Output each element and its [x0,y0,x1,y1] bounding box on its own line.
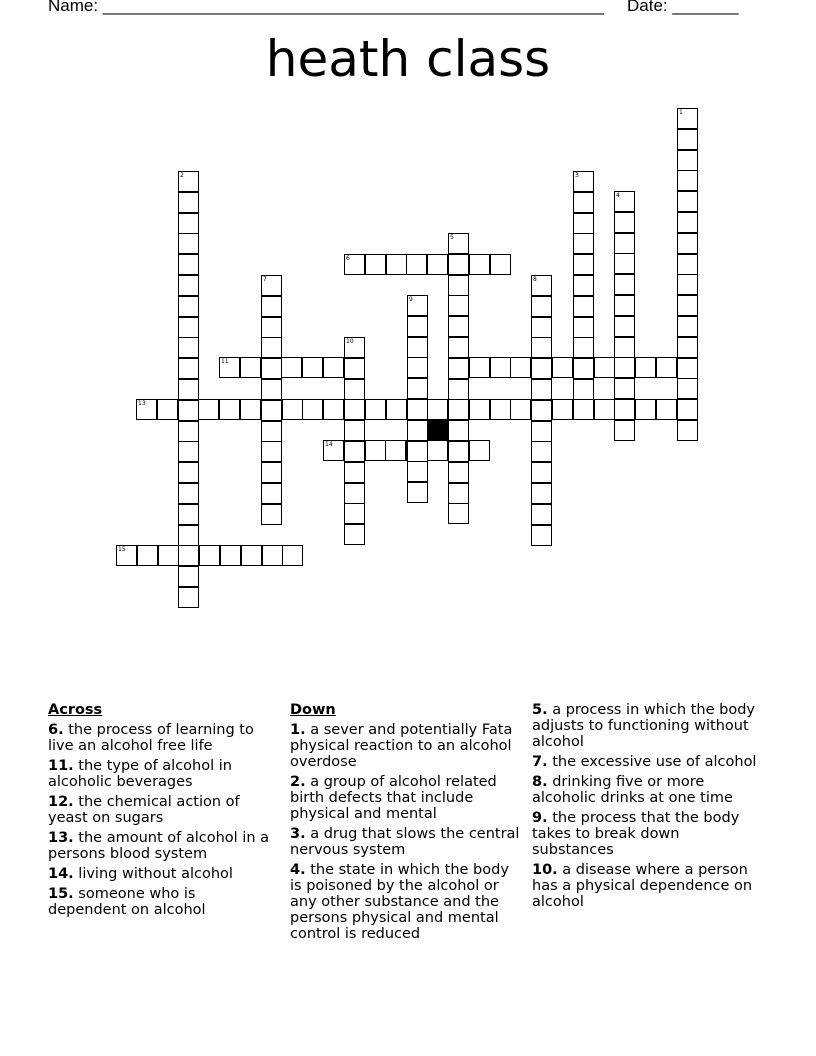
crossword-cell[interactable] [178,337,199,358]
crossword-cell[interactable] [344,483,365,504]
crossword-cell[interactable] [407,378,428,399]
crossword-cell[interactable] [635,399,656,420]
crossword-cell[interactable] [448,441,469,462]
clue-item [290,862,520,942]
crossword-cell[interactable] [219,357,240,378]
crossword-cell[interactable] [407,399,428,420]
crossword-cell[interactable] [614,295,635,316]
crossword-cell[interactable] [344,358,365,379]
crossword-cell[interactable] [677,150,698,171]
clue-number: 14. [48,866,74,882]
clue-number-label: 6 [346,255,350,262]
crossword-cell[interactable] [677,212,698,233]
crossword-cell[interactable] [677,399,698,420]
crossword-cell[interactable] [448,399,469,420]
crossword-cell[interactable] [677,233,698,254]
crossword-cell[interactable] [490,254,511,275]
crossword-cell[interactable] [137,545,158,566]
crossword-cell[interactable] [614,378,635,399]
crossword-cell[interactable] [262,545,283,566]
clue-number: 3. [290,826,306,842]
crossword-cell[interactable] [261,358,282,379]
crossword-cell[interactable] [427,440,448,461]
crossword-cell[interactable] [344,337,365,358]
clue-item [48,830,278,862]
crossword-cell[interactable] [677,420,698,441]
crossword-cell[interactable] [282,399,303,420]
crossword-cell[interactable] [552,399,573,420]
clue-number: 13. [48,830,74,846]
crossword-cell[interactable] [261,296,282,317]
crossword-cell[interactable] [490,399,511,420]
crossword-cell[interactable] [261,483,282,504]
crossword-cell[interactable] [407,337,428,358]
crossword-cell[interactable] [178,296,199,317]
clue-number: 6. [48,722,64,738]
crossword-cell[interactable] [531,379,552,400]
crossword-cell[interactable] [261,441,282,462]
crossword-cell[interactable] [220,545,241,566]
crossword-cell[interactable] [323,399,344,420]
across-heading: Across [48,702,103,718]
clue-number-label: 9 [409,296,413,303]
crossword-cell[interactable] [614,337,635,358]
across-clues [48,702,278,922]
clue-item [290,774,520,822]
crossword-cell[interactable] [157,399,178,420]
crossword-cell[interactable] [677,337,698,358]
crossword-cell[interactable] [573,233,594,254]
down-clues-column-1 [290,702,520,946]
crossword-cell[interactable] [614,420,635,441]
clue-item [48,758,278,790]
crossword-cell[interactable] [573,171,594,192]
crossword-cell[interactable] [178,192,199,213]
crossword-cell[interactable] [448,483,469,504]
crossword-cell[interactable] [614,191,635,212]
crossword-cell[interactable] [178,379,199,400]
crossword-cell[interactable] [178,233,199,254]
crossword-cell[interactable] [573,296,594,317]
clue-number: 10. [532,862,558,878]
crossword-cell[interactable] [407,461,428,482]
crossword-cell[interactable] [240,399,261,420]
crossword-cell[interactable] [531,275,552,296]
crossword-cell[interactable] [386,399,407,420]
clue-number-label: 8 [533,276,537,283]
crossword-cell[interactable] [136,399,157,420]
crossword-cell[interactable] [385,440,406,461]
clue-item [290,722,520,770]
crossword-cell[interactable] [344,462,365,483]
clue-text: the process of learning to live an alcohol free life [48,722,254,754]
crossword-cell[interactable] [448,316,469,337]
clue-number-label: 5 [450,234,454,241]
down-clues-column-2 [532,702,762,914]
crossword-cell[interactable] [448,462,469,483]
crossword-cell[interactable] [178,358,199,379]
clue-number: 2. [290,774,306,790]
crossword-cell[interactable] [178,254,199,275]
crossword-cell[interactable] [531,441,552,462]
crossword-cell[interactable] [448,503,469,524]
crossword-cell[interactable] [407,482,428,503]
crossword-cell[interactable] [573,399,594,420]
crossword-cell[interactable] [573,192,594,213]
crossword-cell[interactable] [469,399,490,420]
clue-text: the state in which the body is poisoned by the alcohol or any other substance and the persons physical and mental control is reduced [290,862,509,942]
clue-number: 5. [532,702,548,718]
crossword-cell[interactable] [531,400,552,421]
crossword-cell[interactable] [448,254,469,275]
crossword-cell[interactable] [677,358,698,379]
clue-number-label: 11 [221,358,229,365]
crossword-cell[interactable] [344,379,365,400]
crossword-cell[interactable] [427,254,448,275]
clue-item [48,886,278,918]
crossword-cell[interactable] [448,275,469,296]
crossword-cell[interactable] [178,587,199,608]
crossword-cell[interactable] [261,379,282,400]
crossword-cell[interactable] [573,358,594,379]
crossword-cell[interactable] [614,253,635,274]
crossword-cell[interactable] [261,400,282,421]
date-field-label: Date: _______ [627,0,739,15]
clue-number: 4. [290,862,306,878]
crossword-cell[interactable] [323,357,344,378]
crossword-cell[interactable] [448,337,469,358]
crossword-cell[interactable] [531,462,552,483]
clue-number-label: 2 [180,172,184,179]
crossword-cell[interactable] [469,440,490,461]
clue-number: 1. [290,722,306,738]
crossword-cell[interactable] [365,440,386,461]
clue-item [532,702,762,750]
crossword-cell[interactable] [531,421,552,442]
clue-text: someone who is dependent on alcohol [48,886,206,918]
crossword-cell[interactable] [677,254,698,275]
name-field-label: Name: _____________________________________________________ [48,0,604,15]
crossword-cell[interactable] [427,399,448,420]
clue-item [532,862,762,910]
crossword-cell[interactable] [386,254,407,275]
crossword-cell[interactable] [573,254,594,275]
clue-number-label: 15 [118,546,126,553]
crossword-cell[interactable] [531,504,552,525]
crossword-cell[interactable] [469,254,490,275]
crossword-cell[interactable] [531,317,552,338]
crossword-cell[interactable] [178,171,199,192]
crossword-cell[interactable] [365,399,386,420]
crossword-cell[interactable] [178,441,199,462]
clue-item [48,794,278,826]
crossword-cell[interactable] [573,379,594,400]
black-square [427,420,448,441]
crossword-cell[interactable] [302,399,323,420]
clue-item [532,774,762,806]
crossword-cell[interactable] [677,295,698,316]
crossword-cell[interactable] [407,357,428,378]
clue-item [48,722,278,754]
crossword-cell[interactable] [199,545,220,566]
crossword-cell[interactable] [406,254,427,275]
crossword-cell[interactable] [531,296,552,317]
crossword-cell[interactable] [407,441,428,462]
crossword-cell[interactable] [198,399,219,420]
crossword-cell[interactable] [178,213,199,234]
crossword-cell[interactable] [656,357,677,378]
crossword-cell[interactable] [178,400,199,421]
crossword-cell[interactable] [219,399,240,420]
crossword-cell[interactable] [614,399,635,420]
crossword-cell[interactable] [178,421,199,442]
clue-number-label: 7 [263,276,267,283]
crossword-cell[interactable] [178,462,199,483]
crossword-cell[interactable] [178,317,199,338]
crossword-cell[interactable] [448,379,469,400]
clue-number-label: 3 [575,172,579,179]
crossword-cell[interactable] [448,358,469,379]
clue-number: 15. [48,886,74,902]
clue-text: drinking five or more alcoholic drinks at one time [532,774,733,806]
clue-text: the process that the body takes to break down substances [532,810,740,858]
crossword-cell[interactable] [178,504,199,525]
clue-text: the chemical action of yeast on sugars [48,794,240,826]
crossword-cell[interactable] [344,399,365,420]
clue-text: a disease where a person has a physical dependence on alcohol [532,862,753,910]
crossword-cell[interactable] [677,170,698,191]
crossword-cell[interactable] [448,420,469,441]
crossword-cell[interactable] [344,524,365,545]
crossword-cell[interactable] [614,316,635,337]
crossword-cell[interactable] [407,420,428,441]
crossword-cell[interactable] [531,358,552,379]
crossword-cell[interactable] [552,357,573,378]
crossword-cell[interactable] [261,462,282,483]
crossword-cell[interactable] [158,545,179,566]
crossword-cell[interactable] [448,295,469,316]
down-heading: Down [290,702,336,718]
crossword-cell[interactable] [614,233,635,254]
crossword-cell[interactable] [677,316,698,337]
clue-number-label: 1 [679,109,683,116]
clue-number-label: 14 [325,441,333,448]
crossword-cell[interactable] [677,378,698,399]
crossword-cell[interactable] [407,295,428,316]
clue-item [48,866,278,882]
crossword-cell[interactable] [241,545,262,566]
crossword-cell[interactable] [178,525,199,546]
crossword-cell[interactable] [344,420,365,441]
clue-text: a process in which the body adjusts to functioning without alcohol [532,702,755,750]
clue-number: 8. [532,774,548,790]
clue-text: the type of alcohol in alcoholic beverages [48,758,232,790]
clue-item [532,810,762,858]
crossword-cell[interactable] [531,525,552,546]
clue-number-label: 4 [616,192,620,199]
crossword-cell[interactable] [302,357,323,378]
crossword-cell[interactable] [281,357,302,378]
crossword-cell[interactable] [677,129,698,150]
crossword-cell[interactable] [614,212,635,233]
crossword-cell[interactable] [677,191,698,212]
crossword-cell[interactable] [344,441,365,462]
crossword-cell[interactable] [178,566,199,587]
crossword-cell[interactable] [178,483,199,504]
crossword-cell[interactable] [261,504,282,525]
crossword-cell[interactable] [240,357,261,378]
clue-number: 12. [48,794,74,810]
crossword-cell[interactable] [365,254,386,275]
crossword-cell[interactable] [261,337,282,358]
crossword-cell[interactable] [635,357,656,378]
clue-text: a drug that slows the central nervous system [290,826,520,858]
clue-number: 9. [532,810,548,826]
crossword-cell[interactable] [677,274,698,295]
crossword-cell[interactable] [677,108,698,129]
clue-text: living without alcohol [73,866,233,882]
crossword-cell[interactable] [448,233,469,254]
crossword-cell[interactable] [178,545,199,566]
crossword-cell[interactable] [573,317,594,338]
clue-number: 7. [532,754,548,770]
crossword-cell[interactable] [510,399,531,420]
crossword-cell[interactable] [614,274,635,295]
crossword-cell[interactable] [261,317,282,338]
crossword-cell[interactable] [282,545,303,566]
crossword-cell[interactable] [573,275,594,296]
crossword-cell[interactable] [344,503,365,524]
crossword-cell[interactable] [573,213,594,234]
clue-text: the amount of alcohol in a persons blood system [48,830,270,862]
crossword-cell[interactable] [261,275,282,296]
crossword-cell[interactable] [573,337,594,358]
clue-number: 11. [48,758,74,774]
crossword-cell[interactable] [323,440,344,461]
crossword-cell[interactable] [178,275,199,296]
crossword-cell[interactable] [261,421,282,442]
crossword-cell[interactable] [614,357,635,378]
crossword-cell[interactable] [407,316,428,337]
crossword-cell[interactable] [116,545,137,566]
crossword-cell[interactable] [656,399,677,420]
clue-item [290,826,520,858]
crossword-cell[interactable] [531,337,552,358]
crossword-cell[interactable] [594,357,615,378]
crossword-cell[interactable] [594,399,615,420]
clue-text: a group of alcohol related birth defects that include physical and mental [290,774,497,822]
crossword-cell[interactable] [469,357,490,378]
crossword-cell[interactable] [531,483,552,504]
crossword-cell[interactable] [510,357,531,378]
crossword-cell[interactable] [490,357,511,378]
clue-text: a sever and potentially Fata physical reaction to an alcohol overdose [290,722,513,770]
clue-item [532,754,762,770]
page-title: heath class [265,30,551,88]
clue-number-label: 10 [346,338,354,345]
crossword-cell[interactable] [344,254,365,275]
clue-number-label: 13 [138,400,146,407]
clue-text: the excessive use of alcohol [547,754,757,770]
